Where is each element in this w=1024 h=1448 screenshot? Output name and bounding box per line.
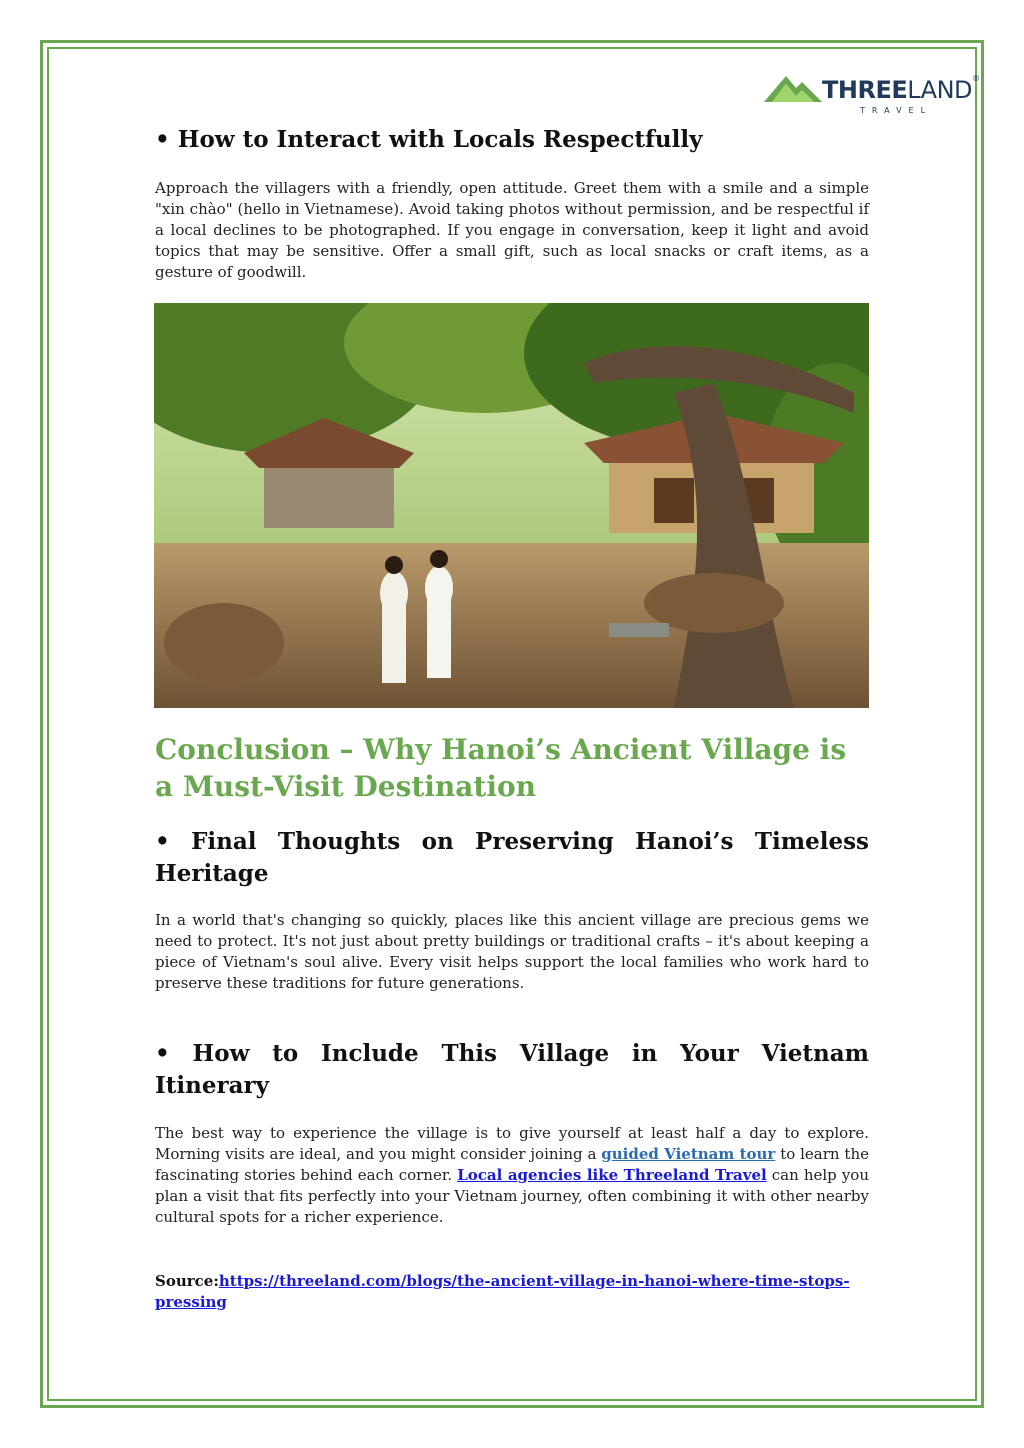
source-url-link[interactable]: https://threeland.com/blogs/the-ancient-village-in-hanoi-where-time-stops-pressing (155, 1272, 850, 1311)
section-itinerary-body (155, 1123, 869, 1228)
paragraph (155, 1123, 869, 1228)
logo-wordmark: THREELAND® (822, 74, 980, 104)
section-interact-locals (155, 124, 869, 156)
conclusion-heading: Conclusion – Why Hanoi’s Ancient Village is a Must-Visit Destination (155, 733, 847, 803)
photo-illustration (154, 303, 869, 708)
section-interact-body (155, 178, 869, 283)
conclusion-section (155, 731, 869, 805)
source-line (155, 1271, 869, 1313)
mountain-logo-icon (762, 68, 824, 108)
section-itinerary (155, 1038, 869, 1102)
text-run: The best way to experience the village is to give yourself at least half a day to explore. Morning visits are ideal, and you might consider joining a (155, 1124, 869, 1163)
text-run: can help you plan a visit that fits perfectly into your Vietnam journey, often combining it with other nearby cultural spots for a richer experience. (155, 1166, 869, 1226)
section-heading: • How to Interact with Locals Respectfully (155, 126, 703, 153)
threeland-agency-link[interactable]: Local agencies like Threeland Travel (457, 1166, 767, 1184)
village-temple-photo (154, 303, 869, 708)
section-heading: • Final Thoughts on Preserving Hanoi’s Timeless Heritage (155, 828, 869, 887)
source-label: Source: (155, 1272, 219, 1290)
section-final-thoughts-body (155, 910, 869, 994)
source-paragraph (155, 1271, 869, 1313)
section-final-thoughts (155, 826, 869, 890)
paragraph: In a world that's changing so quickly, places like this ancient village are precious gems we need to protect. It's not just about pretty buildings or traditional crafts – it's about keeping a piece of Vietnam's soul alive. Every visit helps support the local families who work hard to preserve these traditions for future generations. (155, 911, 869, 992)
text-run: to learn the fascinating stories behind each corner. (155, 1145, 869, 1184)
guided-tour-link[interactable]: guided Vietnam tour (601, 1145, 776, 1163)
threeland-logo[interactable] (762, 66, 980, 118)
section-heading: • How to Include This Village in Your Vietnam Itinerary (155, 1040, 869, 1099)
paragraph: Approach the villagers with a friendly, open attitude. Greet them with a smile and a simple "xin chào" (hello in Vietnamese). Avoid taking photos without permission, and be respectful if a local declines to be photographed. If you engage in conversation, keep it light and avoid topics that may be sensitive. Offer a small gift, such as local snacks or craft items, as a gesture of goodwill. (155, 179, 869, 281)
logo-tagline: TRAVEL (860, 106, 933, 115)
